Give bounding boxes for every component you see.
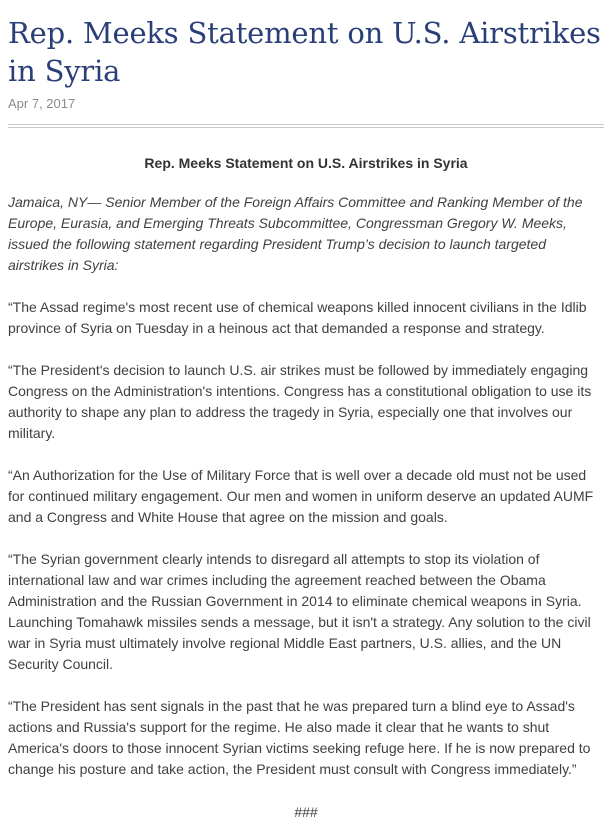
article-subhead: Rep. Meeks Statement on U.S. Airstrikes in Syria <box>144 155 468 171</box>
article-body <box>8 153 604 823</box>
statement-paragraph: “An Authorization for the Use of Military Force that is well over a decade old must not be used for continued military engagement. Our men and women in uniform deserve an updated AUMF and a Congress and White House that agree on the mission and goals. <box>8 467 594 525</box>
statement-paragraph: “The Syrian government clearly intends to disregard all attempts to stop its violation of international law and war crimes including the agreement reached between the Obama Administration and the Russian Government in 2014 to eliminate chemical weapons in Syria. Launching Tomahawk missiles sends a message, but it isn't a strategy. Any solution to the civil war in Syria must ultimately involve regional Middle East partners, U.S. allies, and the UN Security Council. <box>8 551 591 672</box>
press-release-page <box>8 0 604 823</box>
publish-date: Apr 7, 2017 <box>8 96 76 111</box>
statement-paragraph: “The President's decision to launch U.S. air strikes must be followed by immediately engaging Congress on the Administration's intentions. Congress has a constitutional obligation to use its authority to shape any plan to address the tragedy in Syria, especially one that involves our military. <box>8 362 592 441</box>
page-title: Rep. Meeks Statement on U.S. Airstrikes in Syria <box>8 16 601 88</box>
article-intro: Jamaica, NY— Senior Member of the Foreign Affairs Committee and Ranking Member of the Europe, Eurasia, and Emerging Threats Subcommittee, Congressman Gregory W. Meeks, issued the following statement regarding President Trump’s decision to launch targeted airstrikes in Syria: <box>8 194 583 273</box>
header-divider <box>8 124 604 128</box>
end-of-release-mark: ### <box>294 804 318 820</box>
statement-paragraph: “The Assad regime's most recent use of chemical weapons killed innocent civilians in the Idlib province of Syria on Tuesday in a heinous act that demanded a response and strategy. <box>8 299 587 336</box>
statement-paragraph: “The President has sent signals in the past that he was prepared turn a blind eye to Assad's actions and Russia's support for the regime. He also made it clear that he wants to shut America's doors to those innocent Syrian victims seeking refuge here. If he is now prepared to change his posture and take action, the President must consult with Congress immediately.” <box>8 698 591 777</box>
